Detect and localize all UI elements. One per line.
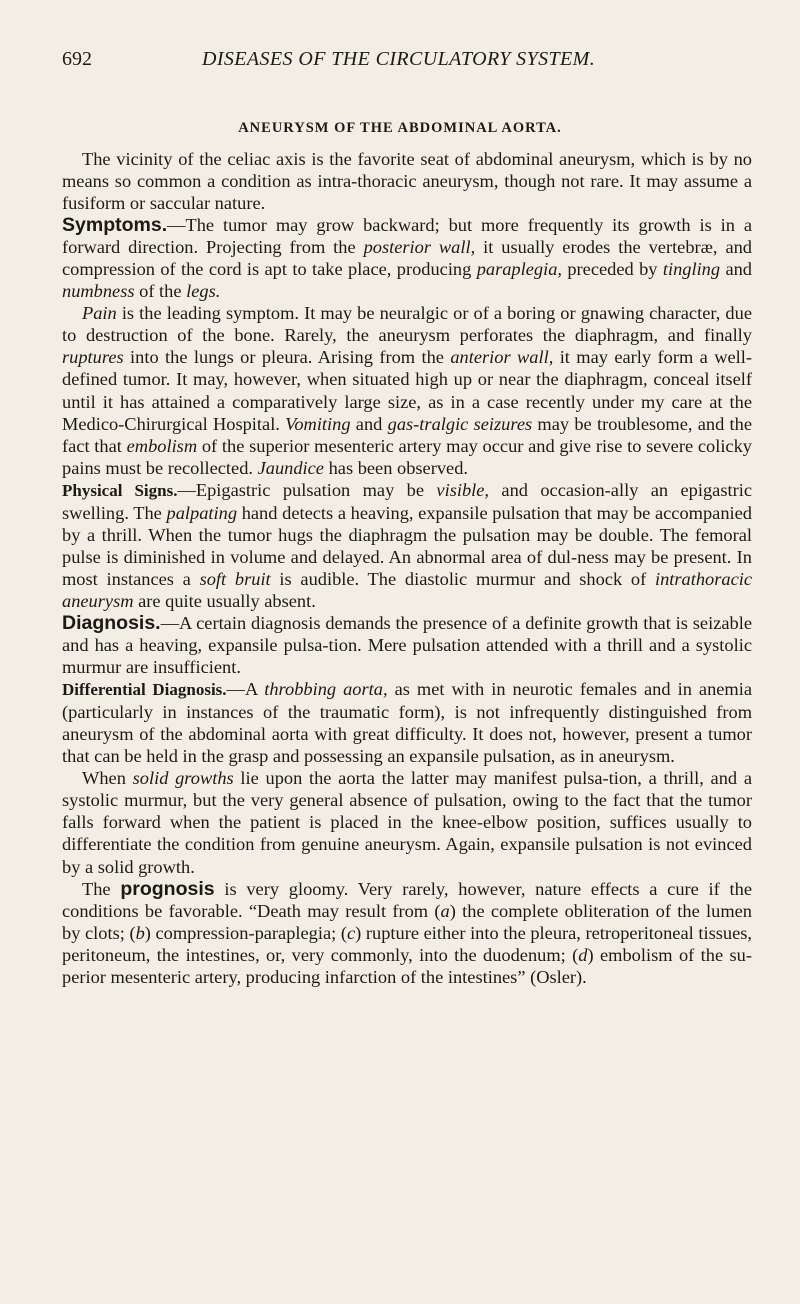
list-marker: d xyxy=(578,944,588,965)
intro-text: The vicinity of the celiac axis is the favorite seat of abdominal aneurysm, which is by no means so common a condition as intra-thoracic aneurysm, though not rare. It may assume a fusiform or saccular nature. xyxy=(62,149,752,214)
emphasis: intrathoracic aneurysm xyxy=(62,568,753,611)
text-run: —The tumor may grow backward; but more frequently its growth is in a forward direction. Projecting from the xyxy=(62,215,752,258)
emphasis: posterior wall, xyxy=(363,237,476,258)
emphasis: Vomiting xyxy=(285,413,351,434)
heading-differential-diagnosis: Differential Diagnosis. xyxy=(62,680,227,700)
emphasis: legs. xyxy=(186,281,221,302)
running-title: DISEASES OF THE CIRCULATORY SYSTEM. xyxy=(202,48,596,70)
text-run: preceded by xyxy=(562,259,663,280)
text-run: lie upon the aorta the latter may manifest pulsa-tion, a thrill, and a systolic murmur, but the very general absence of pulsation, owing to the fact that the tumor falls forward when the patient is placed in the knee-elbow position, suffices usually to differentiate the condition from genuine aneurysm. Again, expansile pulsation is not evinced by a solid growth. xyxy=(62,768,752,877)
text-run: has been observed. xyxy=(323,457,468,478)
text-run: and occasion-ally an epigastric swelling. The xyxy=(62,479,752,523)
text-run: —A certain diagnosis demands the presence of a definite growth that is seizable and has a heaving, expansile pulsa-tion. Mere pulsation attended with a thrill and a systolic murmur are insufficient. xyxy=(62,612,752,678)
emphasis: visible, xyxy=(436,479,490,500)
text-run: it may early form a well-defined tumor. It may, however, when situated high up or near the diaphragm, conceal itself until it has attained a comparatively large size, as in a case recently under my care at the Medico-Chirurgical Hospital. xyxy=(62,347,752,434)
running-head xyxy=(62,48,752,72)
text-run: hand detects a heaving, expansile pulsation that may be accompanied by a thrill. When the tumor hugs the diaphragm the pulsation may be double. The femoral pulse is diminished in volume and delayed. An abnormal area of dul-ness may be present. In most instances a xyxy=(62,502,752,589)
paragraph-intro xyxy=(62,148,752,214)
heading-diagnosis: Diagnosis. xyxy=(62,611,161,634)
paragraph-diagnosis xyxy=(62,612,752,678)
emphasis: numbness xyxy=(62,281,135,302)
text-run: is very gloomy. Very rarely, however, nature effects a cure if the conditions be favorable. “Death may result from ( xyxy=(62,878,752,921)
paragraph-physical-signs xyxy=(62,479,752,612)
text-run: may be troublesome, and the fact that xyxy=(62,413,752,456)
body-text xyxy=(62,148,752,988)
text-run: ) embolism of the su-perior mesenteric artery, producing infarction of the intestines” (Osler). xyxy=(62,944,752,987)
text-run: The xyxy=(82,878,121,899)
text-run: it usually erodes the vertebræ, and compression of the cord is apt to take place, producing xyxy=(62,237,752,280)
list-marker: b xyxy=(135,922,145,943)
emphasis: ruptures xyxy=(62,347,124,368)
emphasis: tingling xyxy=(662,259,721,280)
emphasis: Jaundice xyxy=(257,457,324,478)
emphasis: anterior wall, xyxy=(450,347,554,368)
text-run: When xyxy=(82,768,133,789)
text-run: are quite usually absent. xyxy=(133,590,316,611)
text-run: into the lungs or pleura. Arising from the xyxy=(123,347,451,368)
text-run: is the leading symptom. It may be neuralgic or of a boring or gnawing character, due to destruction of the bone. Rarely, the aneurysm perforates the diaphragm, and finally xyxy=(62,303,752,346)
emphasis: palpating xyxy=(166,502,238,523)
text-run: ) compression-paraplegia; ( xyxy=(144,922,347,943)
emphasis: Pain xyxy=(82,303,117,324)
text-run: is audible. The diastolic murmur and shock of xyxy=(270,568,655,589)
text-run: of the superior mesenteric artery may occur and give rise to severe colicky pains must be recollected. xyxy=(62,435,752,478)
list-marker: a xyxy=(440,900,450,921)
text-run: and xyxy=(720,259,752,280)
text-run: as met with in neurotic females and in anemia (particularly in instances of the traumatic form), is not infrequently distinguished from aneurysm of the abdominal aorta with great difficulty. It does not, however, present a tumor that can be held in the grasp and possessing an expansile pulsation, as in aneurysm. xyxy=(62,679,753,767)
emphasis: gas-tralgic seizures xyxy=(387,413,533,434)
heading-physical-signs: Physical Signs. xyxy=(62,480,178,500)
text-run: —A xyxy=(226,679,265,700)
text-run: of the xyxy=(134,281,187,302)
text-run: and xyxy=(350,413,388,434)
text-run: ) rupture either into the pleura, retroperitoneal tissues, peritoneum, the intestines, or, very commonly, into the duodenum; ( xyxy=(62,922,752,965)
paragraph-solid-growths xyxy=(62,767,752,877)
heading-symptoms: Symptoms. xyxy=(62,214,168,237)
page-number: 692 xyxy=(62,48,92,70)
emphasis: paraplegia, xyxy=(476,259,562,280)
emphasis: throbbing aorta, xyxy=(264,679,388,700)
paragraph-symptoms xyxy=(62,214,752,302)
text-run: —Epigastric pulsation may be xyxy=(177,479,437,500)
section-title: ANEURYSM OF THE ABDOMINAL AORTA. xyxy=(238,120,562,136)
list-marker: c xyxy=(347,922,356,943)
text-run: ) the complete obliteration of the lumen by clots; ( xyxy=(62,900,752,943)
paragraph-pain xyxy=(62,302,752,478)
emphasis: embolism xyxy=(126,435,198,456)
emphasis: solid growths xyxy=(132,768,234,789)
heading-prognosis: prognosis xyxy=(120,877,215,900)
paragraph-prognosis xyxy=(62,878,752,988)
emphasis: soft bruit xyxy=(199,568,271,589)
paragraph-differential-diagnosis xyxy=(62,678,752,767)
